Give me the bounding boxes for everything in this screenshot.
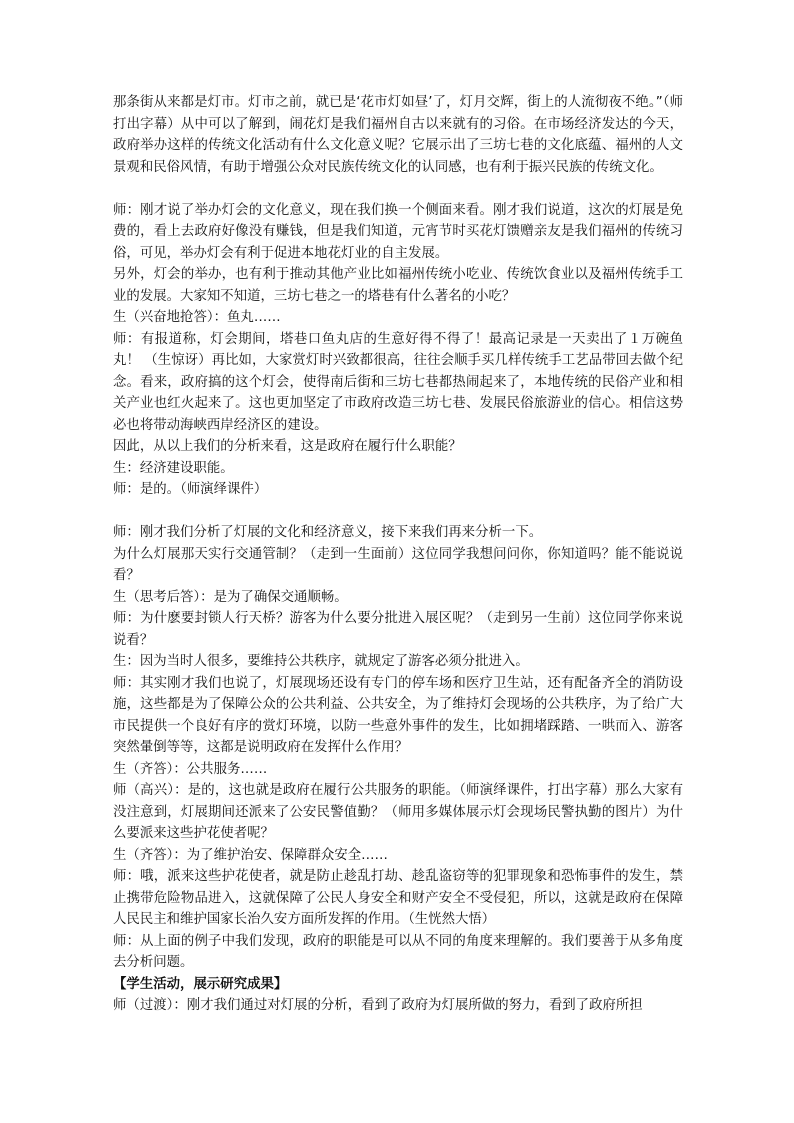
- paragraph-transition: 师：刚才我们分析了灯展的文化和经济意义，接下来我们再来分析一下。: [113, 525, 543, 540]
- paragraph-security-answer: 生（齐答）：为了维护治安、保障群众安全……: [113, 847, 388, 863]
- paragraph-security-explanation: 师：哦，派来这些护花使者，就是防止趁乱打劫、趁乱盗窃等的犯罪现象和恐怖事件的发生，禁止携带危险物品进入，这就保障了公民人身安全和财产安全不受侵犯，所以，这就是政府在保障人民民主和维护国家长治久安方面所发挥的作用。（生恍然大悟）: [113, 869, 683, 927]
- section-heading-student-activity: 【学生活动，展示研究成果】: [113, 976, 288, 992]
- paragraph-lantern-industry: 师：刚才说了举办灯会的文化意义，现在我们换一个侧面来看。刚才我们说道，这次的灯展是免费的，看上去政府好像没有赚钱，但是我们知道，元宵节时买花灯馈赠亲友是我们福州的传统习俗，可见，举办灯会有利于促进本地花灯业的自主发展。: [113, 202, 683, 261]
- blank-line: [113, 501, 683, 523]
- paragraph-fishball-report: 师：有报道称，灯会期间，塔巷口鱼丸店的生意好得不得了！最高记录是一天卖出了１万碗鱼丸！ （生惊讶）再比如，大家赏灯时兴致都很高，往往会顺手买几样传统手工艺品带回去做个纪念。看来，政府搞的这个灯会，使得南后街和三坊七巷都热闹起来了，本地传统的民俗产业和相关产业也红火起来了。这也更加坚定了市政府改造三坊七巷、发展民俗旅游业的信心。相信这势必也将带动海峡西岸经济区的建设。: [113, 331, 683, 433]
- blank-line: [113, 178, 683, 200]
- paragraph-teacher-transition: 师（过渡）：刚才我们通过对灯展的分析，看到了政府为灯展所做的努力，看到了政府所担: [113, 998, 643, 1013]
- paragraph-police-question: 师（高兴）：是的，这也就是政府在履行公共服务的职能。（师演绎课件，打出字幕）那么大家有没注意到，灯展期间还派来了公安民警值勤？（师用多媒体展示灯会现场民警执勤的图片）为什么要派来这些护花使者呢？: [113, 783, 683, 841]
- paragraph-order-answer: 生：因为当时人很多，要维持公共秩序，就规定了游客必须分批进入。: [113, 654, 529, 669]
- paragraph-traffic-question: 为什么灯展那天实行交通管制？（走到一生面前）这位同学我想问问你，你知道吗？能不能说说看？: [113, 546, 683, 583]
- paragraph-student-answer-fishball: 生（兴奋地抢答）：鱼丸……: [113, 310, 281, 325]
- paragraph-traffic-answer: 生（思考后答）：是为了确保交通顺畅。: [113, 589, 348, 605]
- document-page: [113, 92, 683, 1017]
- paragraph-teacher-confirm: 师：是的。（师演绎课件）: [113, 482, 268, 497]
- paragraph-function-question: 因此，从以上我们的分析来看，这是政府在履行什么职能？: [113, 439, 462, 454]
- paragraph-other-industries: 另外，灯会的举办，也有利于推动其他产业比如福州传统小吃业、传统饮食业以及福州传统手工业的发展。大家知不知道，三坊七巷之一的塔巷有什么著名的小吃？: [113, 267, 683, 304]
- paragraph-public-service-explanation: 师：其实刚才我们也说了，灯展现场还设有专门的停车场和医疗卫生站，还有配备齐全的消防设施，这些都是为了保障公众的公共利益、公共安全，为了维持灯会现场的公共秩序，为了给广大市民提供一个良好有序的赏灯环境，以防一些意外事件的发生，比如拥堵踩踏、一哄而入、游客突然暈倒等等，这都是说明政府在发挥什么作用？: [113, 675, 683, 755]
- paragraph-public-service-answer: 生（齐答）：公共服务……: [113, 761, 268, 777]
- paragraph-bridge-question: 师：为什麽要封锁人行天桥？游客为什么要分批进入展区呢？（走到另一生前）这位同学你来说说看？: [113, 611, 683, 648]
- paragraph-culture-intro: 那条街从来都是灯市。灯市之前，就已是‘花市灯如昼’了，灯月交辉，街上的人流彻夜不绝。”（师打出字幕）从中可以了解到，闹花灯是我们福州自古以来就有的习俗。在市场经济发达的今天，政府举办这样的传统文化活动有什么文化意义呢？它展示出了三坊七巷的文化底蕴、福州的人文景观和民俗风情，有助于增强公众对民族传统文化的认同感，也有利于振兴民族的传统文化。: [113, 95, 683, 175]
- paragraph-economic-answer: 生：经济建设职能。: [113, 460, 234, 476]
- paragraph-multiple-angles: 师：从上面的例子中我们发现，政府的职能是可以从不同的角度来理解的。我们要善于从多角度去分析问题。: [113, 933, 683, 970]
